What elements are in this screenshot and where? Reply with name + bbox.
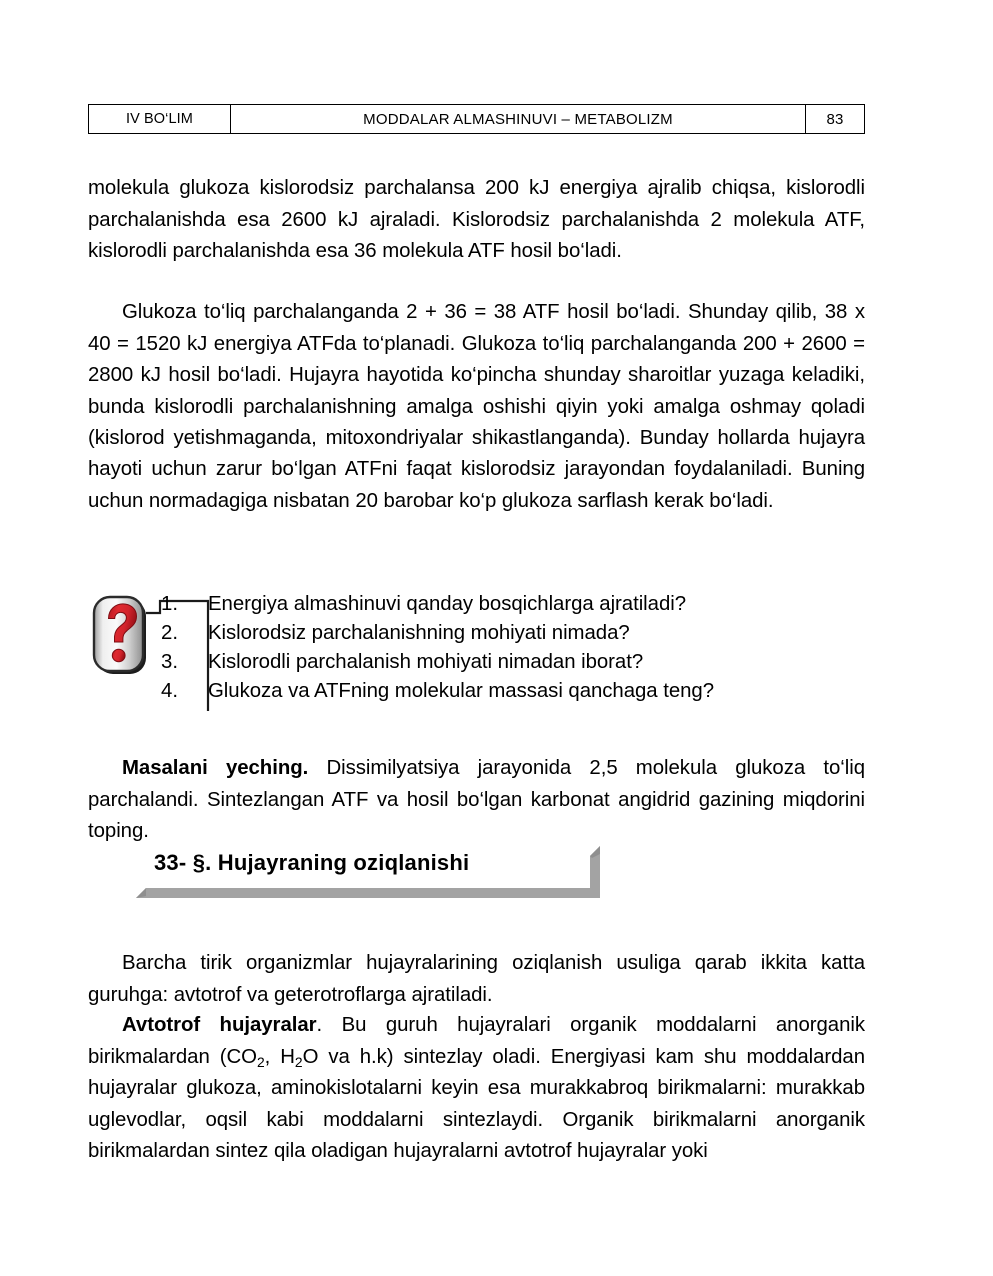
avtotrof-lead-label: Avtotrof hujayralar xyxy=(122,1014,317,1037)
list-item-number: 3. xyxy=(160,651,178,673)
list-item-label: Kislorodsiz parchalanishning mohiyati nimada? xyxy=(208,622,630,644)
list-item xyxy=(150,651,860,680)
question-mark-icon xyxy=(92,595,148,676)
co2-subscript: 2 xyxy=(256,1053,265,1070)
list-item-number: 4. xyxy=(160,680,178,702)
task-lead-label: Masalani yeching. xyxy=(122,757,309,780)
task-body-text: Dissimilyatsiya jarayonida 2,5 molekula glukoza to‘liq parchalandi. Sintezlangan ATF va hosil bo‘lgan karbonat angidrid gazining miqdorini toping. xyxy=(88,757,865,843)
paragraph-continued: molekula glukoza kislorodsiz parchalansa 200 kJ energiya ajralib chiqsa, kislorodli parchalanishda esa 2600 kJ ajraladi. Kislorodsiz parchalanishda 2 molekula ATF, kislorodli parchalanishda esa 36 molekula ATF hosil bo‘ladi. xyxy=(88,177,865,263)
header-chapter-title: MODDALAR ALMASHINUVI – METABOLIZM xyxy=(231,105,806,133)
list-item-number: 2. xyxy=(160,622,178,644)
paragraph-avtotrof xyxy=(88,1010,865,1167)
paragraph-task xyxy=(88,753,865,847)
paragraph-barcha: Barcha tirik organizmlar hujayralarining oziqlanish usuliga qarab ikkita katta guruhga: avtotrof va geterotroflarga ajratiladi. xyxy=(88,952,865,1006)
list-item-number: 1. xyxy=(160,593,178,615)
section-heading-label: 33- §. Hujayraning oziqlanishi xyxy=(154,850,470,875)
paragraph-glukoza: Glukoza to‘liq parchalanganda 2 + 36 = 38 ATF hosil bo‘ladi. Shunday qilib, 38 x 40 = 1520 kJ energiya ATFda to‘planadi. Glukoza to‘liq parchalanganda 200 + 2600 = 2800 kJ hosil bo‘ladi. Hujayra hayotida ko‘pincha shunday sharoitlar yuzaga keladiki, bunda kislorodli parchalanishning amalga oshishi qiyin yoki amalga oshmay qoladi (kislorod yetishmaganda, mitoxondriyalar shikastlanganda). Bunday hollarda hujayra hayoti uchun zarur bo‘lgan ATFni faqat kislorodsiz jarayondan foydalaniladi. Buning uchun normadagiga nisbatan 20 barobar ko‘p glukoza sarflash kerak bo‘ladi. xyxy=(88,301,865,512)
page-number: 83 xyxy=(826,110,844,128)
header-section-label: IV BO‘LIM xyxy=(89,105,231,133)
list-item xyxy=(150,622,860,651)
avtotrof-text-part2: , H xyxy=(264,1045,295,1068)
list-item-label: Kislorodli parchalanish mohiyati nimadan iborat? xyxy=(208,651,644,673)
avtotrof-text-part1: . Bu guruh hujayralari organik moddalarni anorganik birikmalardan (CO xyxy=(88,1014,865,1068)
running-header xyxy=(88,104,865,134)
list-item xyxy=(150,593,860,622)
h2o-subscript: 2 xyxy=(294,1053,303,1070)
avtotrof-text-part3: O va h.k) sintezlay oladi. Energiyasi kam shu moddalardan hujayralar glukoza, aminokislotalarni keyin esa murakkabroq birikmalarni: murakkab uglevodlar, oqsil kabi moddalarni sintezlaydi. Organik birikmalarni anorganik birikmalardan sintez qila oladigan hujayralarni avtotrof hujayralar yoki xyxy=(88,1045,865,1163)
questions-list xyxy=(150,593,860,709)
questions-block xyxy=(88,593,865,713)
list-item-label: Glukoza va ATFning molekular massasi qanchaga teng? xyxy=(208,680,714,702)
list-item xyxy=(150,680,860,709)
list-item-label: Energiya almashinuvi qanday bosqichlarga ajratiladi? xyxy=(208,593,687,615)
section-heading xyxy=(136,846,600,888)
